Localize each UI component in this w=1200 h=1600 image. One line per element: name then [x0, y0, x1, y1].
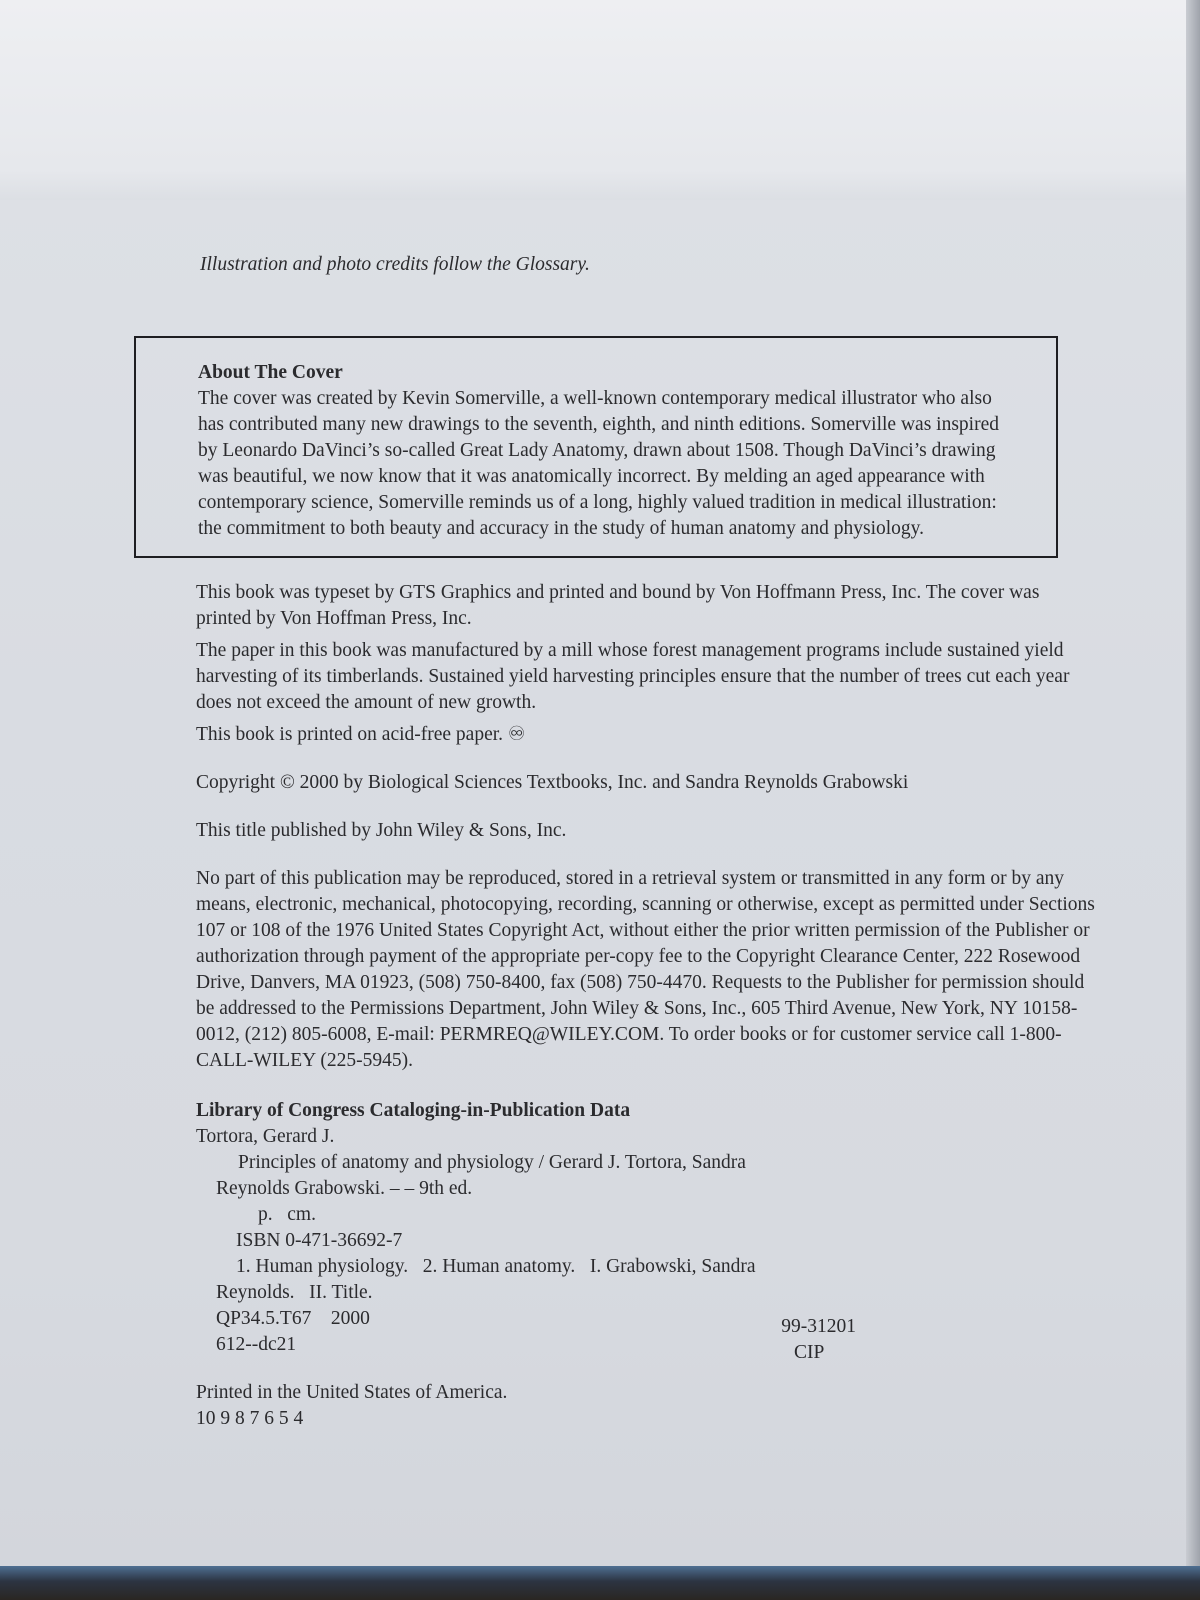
cip-isbn: ISBN 0-471-36692-7	[236, 1230, 403, 1251]
copyright-line: Copyright © 2000 by Biological Sciences Textbooks, Inc. and Sandra Reynolds Grabowski	[196, 772, 909, 793]
copyright-page-content	[196, 252, 1096, 1432]
cip-block	[196, 1098, 1096, 1363]
page-top-fold	[0, 0, 1186, 200]
paper-note: The paper in this book was manufactured by a mill whose forest management programs include sustained yield harvesting of its timberlands. Sustained yield harvesting principles ensure that the number of trees cut each year does not exceed the amount of new growth.	[196, 640, 1070, 713]
cip-title-line-2: Reynolds Grabowski. – – 9th ed.	[216, 1178, 473, 1199]
book-cover-edge	[0, 1566, 1200, 1600]
cip-subjects-line-1: 1. Human physiology. 2. Human anatomy. I. Grabowski, Sandra	[236, 1256, 756, 1277]
cip-lccn: 99-31201	[781, 1316, 856, 1337]
rights-statement: No part of this publication may be reproduced, stored in a retrieval system or transmitted in any form or by any means, electronic, mechanical, photocopying, recording, scanning or otherwise, except as permitted under Sections 107 or 108 of the 1976 United States Copyright Act, without either the prior written permission of the Publisher or authorization through payment of the appropriate per-copy fee to the Copyright Clearance Center, 222 Rosewood Drive, Danvers, MA 01923, (508) 750-8400, fax (508) 750-4470. Requests to the Publisher for permission should be addressed to the Permissions Department, John Wiley & Sons, Inc., 605 Third Avenue, New York, NY 10158-0012, (212) 805-6008, E-mail: PERMREQ@WILEY.COM. To order books or for customer service call 1-800-CALL-WILEY (225-5945).	[196, 868, 1095, 1071]
publisher-line: This title published by John Wiley & Sons, Inc.	[196, 820, 567, 841]
cip-dewey-row	[196, 1332, 856, 1363]
about-cover-box	[134, 336, 1058, 558]
cip-author: Tortora, Gerard J.	[196, 1126, 335, 1147]
cip-subjects-line-2: Reynolds. II. Title.	[216, 1282, 373, 1303]
cip-pcm: p. cm.	[258, 1204, 316, 1225]
cip-heading: Library of Congress Cataloging-in-Publication Data	[196, 1100, 631, 1121]
credits-note: Illustration and photo credits follow the Glossary.	[200, 254, 590, 275]
cip-dewey: 612--dc21	[216, 1334, 297, 1355]
page-edge-right	[1186, 0, 1200, 1600]
about-cover-text: The cover was created by Kevin Somerville, a well-known contemporary medical illustrator who also has contributed many new drawings to the seventh, eighth, and ninth editions. Somerville was inspired by Leonardo DaVinci’s so-called Great Lady Anatomy, drawn about 1508. Though DaVinci’s drawing was beautiful, we now know that it was anatomically incorrect. By melding an aged appearance with contemporary science, Somerville reminds us of a long, highly valued tradition in medical illustration: the commitment to both beauty and accuracy in the study of human anatomy and physiology.	[198, 388, 999, 539]
acid-free-note: This book is printed on acid-free paper. ♾	[196, 724, 526, 745]
printing-line: 10 9 8 7 6 5 4	[196, 1408, 304, 1429]
cip-title-line-1: Principles of anatomy and physiology / Gerard J. Tortora, Sandra	[238, 1152, 746, 1173]
cip-call-number: QP34.5.T67 2000	[216, 1308, 370, 1329]
cip-label: CIP	[794, 1342, 825, 1363]
printed-in: Printed in the United States of America.	[196, 1382, 508, 1403]
cip-call-row	[196, 1306, 856, 1337]
about-cover-title: About The Cover	[198, 362, 343, 383]
typeset-note: This book was typeset by GTS Graphics and printed and bound by Von Hoffmann Press, Inc. The cover was printed by Von Hoffman Press, Inc.	[196, 582, 1040, 629]
